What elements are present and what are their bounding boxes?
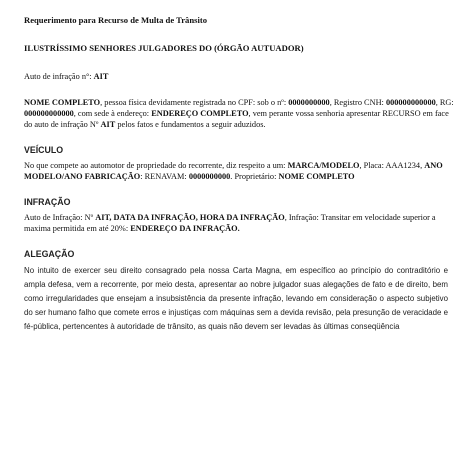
veiculo-heading: VEÍCULO: [24, 145, 64, 155]
veiculo-renavam: 0000000000: [188, 172, 231, 181]
requerente-text-3: , RG:: [435, 98, 454, 107]
veiculo-model: MARCA/MODELO: [287, 161, 360, 170]
veiculo-text-3: : RENAVAM:: [140, 172, 189, 181]
infracao-paragraph: [24, 212, 458, 234]
requerente-text-1: , pessoa física devidamente registrada no CPF: sob o nº:: [100, 98, 289, 107]
veiculo-text-2: , Placa: AAA1234,: [359, 161, 425, 170]
veiculo-year: ANO MODELO/ANO FABRICAÇÃO: [24, 161, 443, 181]
infracao-place: ENDEREÇO DA INFRAÇÃO.: [130, 224, 240, 233]
veiculo-text-1: No que compete ao automotor de propriedade do recorrente, diz respeito a um:: [24, 161, 288, 170]
infracao-section: [24, 197, 458, 234]
infracao-text-1: Auto de Infração: Nº: [24, 213, 96, 222]
requerente-rg: 000000000000: [24, 109, 74, 118]
infracao-heading: INFRAÇÃO: [24, 197, 71, 207]
infraction-number-label: Auto de infração n°:: [24, 72, 94, 81]
infraction-number-line: [24, 71, 458, 82]
infraction-number-value: AIT: [93, 72, 109, 81]
requerente-paragraph: [24, 97, 458, 130]
veiculo-owner: NOME COMPLETO: [278, 172, 355, 181]
requerente-ait: AIT: [100, 120, 116, 129]
alegacao-paragraph: No intuito de exercer seu direito consagrado pela nossa Carta Magna, em específico ao princípio do contraditório e ampla defesa, vem a recorrente, por meio desta, apresentar ao nobre julgador suas alegações de fato e de direito, bem como irregularidades que ensejam a insubsistência da presente infração, levando em consideração o aspecto subjetivo do ser humano falho que comete erros e injustiças com máquinas sem a devida revisão, pela presunção de veracidade e fé-pública, pertencentes à autoridade de trânsito, as quais não devem ser levadas às últimas conseqüência: [24, 266, 448, 331]
requerente-text-4: , com sede à endereço:: [73, 109, 152, 118]
alegacao-section: [24, 249, 458, 334]
document-title: Requerimento para Recurso de Multa de Trânsito: [24, 15, 207, 25]
veiculo-paragraph: [24, 160, 458, 182]
veiculo-section: [24, 145, 458, 182]
addressee-heading: ILUSTRÍSSIMO SENHORES JULGADORES DO (ÓRGÃO AUTUADOR): [24, 43, 304, 53]
infracao-details: AIT, DATA DA INFRAÇÃO, HORA DA INFRAÇÃO: [95, 213, 285, 222]
requerente-text-2: , Registro CNH:: [329, 98, 386, 107]
requerente-text-5: , vem perante vossa senhoria apresentar RECURSO em face do auto de infração Nº: [24, 109, 449, 129]
requerente-cnh: 000000000000: [385, 98, 436, 107]
alegacao-heading: ALEGAÇÃO: [24, 249, 75, 259]
veiculo-text-4: . Proprietário:: [230, 172, 279, 181]
requerente-address: ENDEREÇO COMPLETO: [151, 109, 249, 118]
requerente-cpf: 0000000000: [288, 98, 330, 107]
infracao-text-2: , Infração: Transitar em velocidade superior a maxima permitida em até 20%:: [24, 213, 436, 233]
requerente-name: NOME COMPLETO: [24, 98, 101, 107]
requerente-text-6: pelos fatos e fundamentos a seguir aduzidos.: [115, 120, 266, 129]
